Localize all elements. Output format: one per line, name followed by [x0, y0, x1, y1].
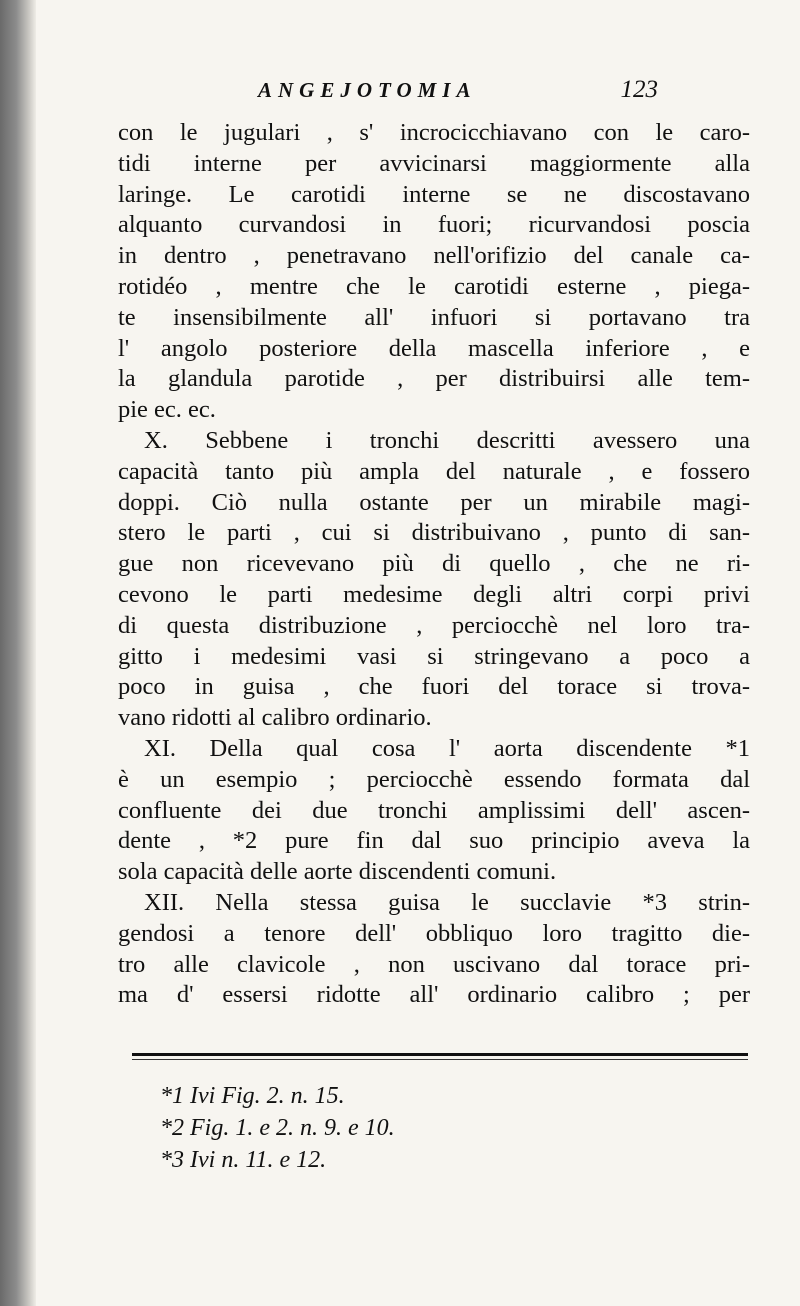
- text-line: alquanto curvandosi in fuori; ricurvandosi poscia: [118, 211, 750, 239]
- text-line: gendosi a tenore dell' obbliquo loro tragitto die-: [118, 919, 750, 947]
- footnote-rule: [132, 1053, 748, 1059]
- paragraph-x-start: X. Sebbene i tronchi descritti avessero una: [144, 426, 750, 454]
- page-header: [258, 78, 658, 108]
- text-line: la glandula parotide , per distribuirsi alle tem-: [118, 365, 750, 393]
- footnote-2: *2 Fig. 1. e 2. n. 9. e 10.: [160, 1115, 395, 1141]
- text-line: capacità tanto più ampla del naturale , e fossero: [118, 457, 750, 485]
- text-line: pie ec. ec.: [118, 396, 216, 424]
- text-line: in dentro , penetravano nell'orifizio del canale ca-: [118, 242, 750, 270]
- paragraph-xii-start: XII. Nella stessa guisa le succlavie *3 strin-: [144, 888, 750, 916]
- text-line: ma d' essersi ridotte all' ordinario calibro ; per: [118, 981, 750, 1009]
- running-title: ANGEJOTOMIA: [258, 78, 477, 102]
- text-line: gue non ricevevano più di quello , che ne ri-: [118, 550, 750, 578]
- text-line: rotidéo , mentre che le carotidi esterne , piega-: [118, 272, 750, 300]
- page-number: 123: [620, 76, 658, 103]
- text-line: vano ridotti al calibro ordinario.: [118, 704, 432, 732]
- footnotes: [160, 1080, 580, 1176]
- text-line: con le jugulari , s' incrocicchiavano con le caro-: [118, 119, 750, 146]
- text-line: è un esempio ; perciocchè essendo formata dal: [118, 765, 750, 793]
- footnote-3: *3 Ivi n. 11. e 12.: [160, 1147, 327, 1173]
- text-line: gitto i medesimi vasi si stringevano a poco a: [118, 642, 750, 670]
- text-line: poco in guisa , che fuori del torace si trova-: [118, 673, 750, 701]
- body-text: [118, 118, 750, 1011]
- text-line: dente , *2 pure fin dal suo principio aveva la: [118, 827, 750, 855]
- text-line: stero le parti , cui si distribuivano , punto di san-: [118, 519, 750, 547]
- footnote-1: *1 Ivi Fig. 2. n. 15.: [160, 1083, 345, 1109]
- text-line: sola capacità delle aorte discendenti comuni.: [118, 858, 557, 886]
- text-line: doppi. Ciò nulla ostante per un mirabile magi-: [118, 488, 750, 516]
- text-line: te insensibilmente all' infuori si portavano tra: [118, 303, 750, 331]
- text-line: l' angolo posteriore della mascella inferiore , e: [118, 334, 750, 362]
- text-line: cevono le parti medesime degli altri corpi privi: [118, 580, 750, 608]
- paragraph-xi-start: XI. Della qual cosa l' aorta discendente *1: [144, 734, 750, 762]
- text-line: confluente dei due tronchi amplissimi dell' ascen-: [118, 796, 750, 824]
- text-line: tro alle clavicole , non uscivano dal torace pri-: [118, 950, 750, 978]
- text-line: di questa distribuzione , perciocchè nel loro tra-: [118, 611, 750, 639]
- page-binding-edge: [0, 0, 36, 1306]
- text-line: tidi interne per avvicinarsi maggiormente alla: [118, 149, 750, 177]
- text-line: laringe. Le carotidi interne se ne discostavano: [118, 180, 750, 208]
